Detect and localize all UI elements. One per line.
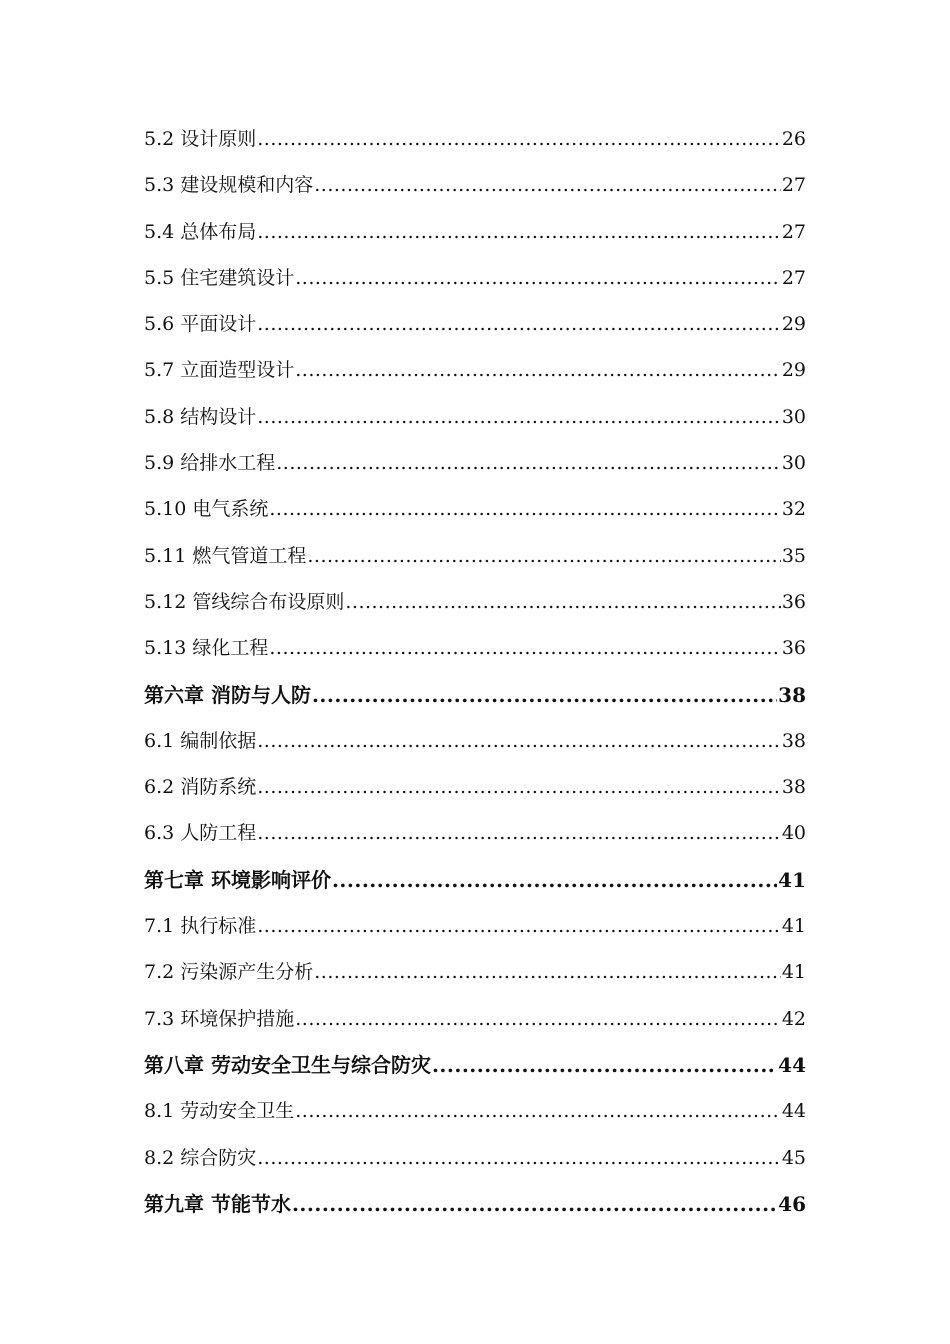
toc-page-number: 41 (781, 915, 806, 938)
toc-chapter-entry[interactable] (144, 1181, 806, 1227)
toc-page-number: 36 (781, 590, 806, 613)
toc-section-entry[interactable] (144, 301, 806, 347)
toc-entry-title: 7.1 执行标准 (144, 915, 257, 938)
toc-page-number: 32 (781, 498, 806, 521)
toc-dot-leader (312, 672, 777, 718)
toc-entry-title: 5.6 平面设计 (144, 313, 257, 336)
toc-page-number: 27 (781, 266, 806, 289)
toc-page-number: 35 (781, 544, 806, 567)
toc-page-number: 27 (781, 220, 806, 243)
toc-dot-leader (314, 162, 781, 208)
toc-dot-leader (307, 533, 780, 579)
toc-entry-title: 第八章 劳动安全卫生与综合防灾 (144, 1052, 431, 1077)
toc-dot-leader (257, 209, 781, 255)
toc-section-entry[interactable] (144, 718, 806, 764)
toc-page-number: 38 (781, 776, 806, 799)
toc-page-number: 30 (781, 405, 806, 428)
toc-page-number: 29 (781, 313, 806, 336)
toc-section-entry[interactable] (144, 255, 806, 301)
toc-page-number: 46 (778, 1191, 806, 1216)
toc-section-entry[interactable] (144, 579, 806, 625)
toc-entry-title: 6.1 编制依据 (144, 729, 257, 752)
toc-dot-leader (276, 440, 781, 486)
toc-section-entry[interactable] (144, 116, 806, 162)
toc-section-entry[interactable] (144, 996, 806, 1042)
toc-page-number: 41 (781, 961, 806, 984)
toc-dot-leader (345, 579, 780, 625)
toc-entry-title: 5.11 燃气管道工程 (144, 544, 307, 567)
toc-dot-leader (257, 718, 781, 764)
toc-section-entry[interactable] (144, 394, 806, 440)
toc-dot-leader (257, 1135, 781, 1181)
toc-entry-title: 8.2 综合防灾 (144, 1146, 257, 1169)
toc-dot-leader (257, 764, 781, 810)
toc-dot-leader (257, 810, 781, 856)
toc-page-number: 40 (781, 822, 806, 845)
toc-chapter-entry[interactable] (144, 857, 806, 903)
table-of-contents (144, 116, 806, 1227)
toc-entry-title: 第九章 节能节水 (144, 1191, 291, 1216)
toc-page-number: 41 (778, 867, 806, 892)
toc-entry-title: 第七章 环境影响评价 (144, 867, 331, 892)
toc-section-entry[interactable] (144, 949, 806, 995)
toc-page-number: 38 (778, 682, 806, 707)
toc-dot-leader (295, 1088, 781, 1134)
toc-dot-leader (314, 949, 781, 995)
toc-dot-leader (269, 625, 780, 671)
toc-dot-leader (295, 996, 781, 1042)
toc-page-number: 38 (781, 729, 806, 752)
toc-section-entry[interactable] (144, 903, 806, 949)
toc-entry-title: 5.8 结构设计 (144, 405, 257, 428)
toc-section-entry[interactable] (144, 347, 806, 393)
toc-dot-leader (295, 255, 781, 301)
toc-section-entry[interactable] (144, 209, 806, 255)
toc-entry-title: 5.9 给排水工程 (144, 452, 276, 475)
toc-section-entry[interactable] (144, 440, 806, 486)
toc-entry-title: 5.12 管线综合布设原则 (144, 590, 345, 613)
toc-page-number: 44 (781, 1100, 806, 1123)
toc-page-number: 30 (781, 452, 806, 475)
toc-page-number: 29 (781, 359, 806, 382)
toc-section-entry[interactable] (144, 1088, 806, 1134)
toc-section-entry[interactable] (144, 162, 806, 208)
toc-page-number: 44 (778, 1052, 806, 1077)
toc-dot-leader (292, 1181, 777, 1227)
toc-entry-title: 5.2 设计原则 (144, 128, 257, 150)
toc-dot-leader (269, 486, 780, 532)
toc-section-entry[interactable] (144, 810, 806, 856)
toc-dot-leader (257, 116, 781, 162)
toc-page-number: 36 (781, 637, 806, 660)
toc-entry-title: 7.2 污染源产生分析 (144, 961, 314, 984)
toc-dot-leader (257, 394, 781, 440)
toc-entry-title: 5.13 绿化工程 (144, 637, 269, 660)
toc-dot-leader (257, 903, 781, 949)
toc-dot-leader (332, 857, 777, 903)
toc-entry-title: 6.3 人防工程 (144, 822, 257, 845)
toc-entry-title: 5.10 电气系统 (144, 498, 269, 521)
toc-entry-title: 7.3 环境保护措施 (144, 1007, 295, 1030)
toc-section-entry[interactable] (144, 764, 806, 810)
toc-entry-title: 5.4 总体布局 (144, 220, 257, 243)
toc-chapter-entry[interactable] (144, 1042, 806, 1088)
toc-section-entry[interactable] (144, 533, 806, 579)
toc-entry-title: 第六章 消防与人防 (144, 682, 311, 707)
toc-dot-leader (432, 1042, 777, 1088)
toc-section-entry[interactable] (144, 486, 806, 532)
toc-dot-leader (295, 347, 781, 393)
toc-entry-title: 5.7 立面造型设计 (144, 359, 295, 382)
toc-entry-title: 5.3 建设规模和内容 (144, 174, 314, 197)
toc-section-entry[interactable] (144, 1135, 806, 1181)
toc-entry-title: 6.2 消防系统 (144, 776, 257, 799)
toc-page-number: 45 (781, 1146, 806, 1169)
toc-page-number: 26 (781, 128, 806, 150)
toc-entry-title: 5.5 住宅建筑设计 (144, 266, 295, 289)
toc-entry-title: 8.1 劳动安全卫生 (144, 1100, 295, 1123)
toc-page-number: 27 (781, 174, 806, 197)
toc-chapter-entry[interactable] (144, 672, 806, 718)
toc-page-number: 42 (781, 1007, 806, 1030)
toc-dot-leader (257, 301, 781, 347)
toc-section-entry[interactable] (144, 625, 806, 671)
